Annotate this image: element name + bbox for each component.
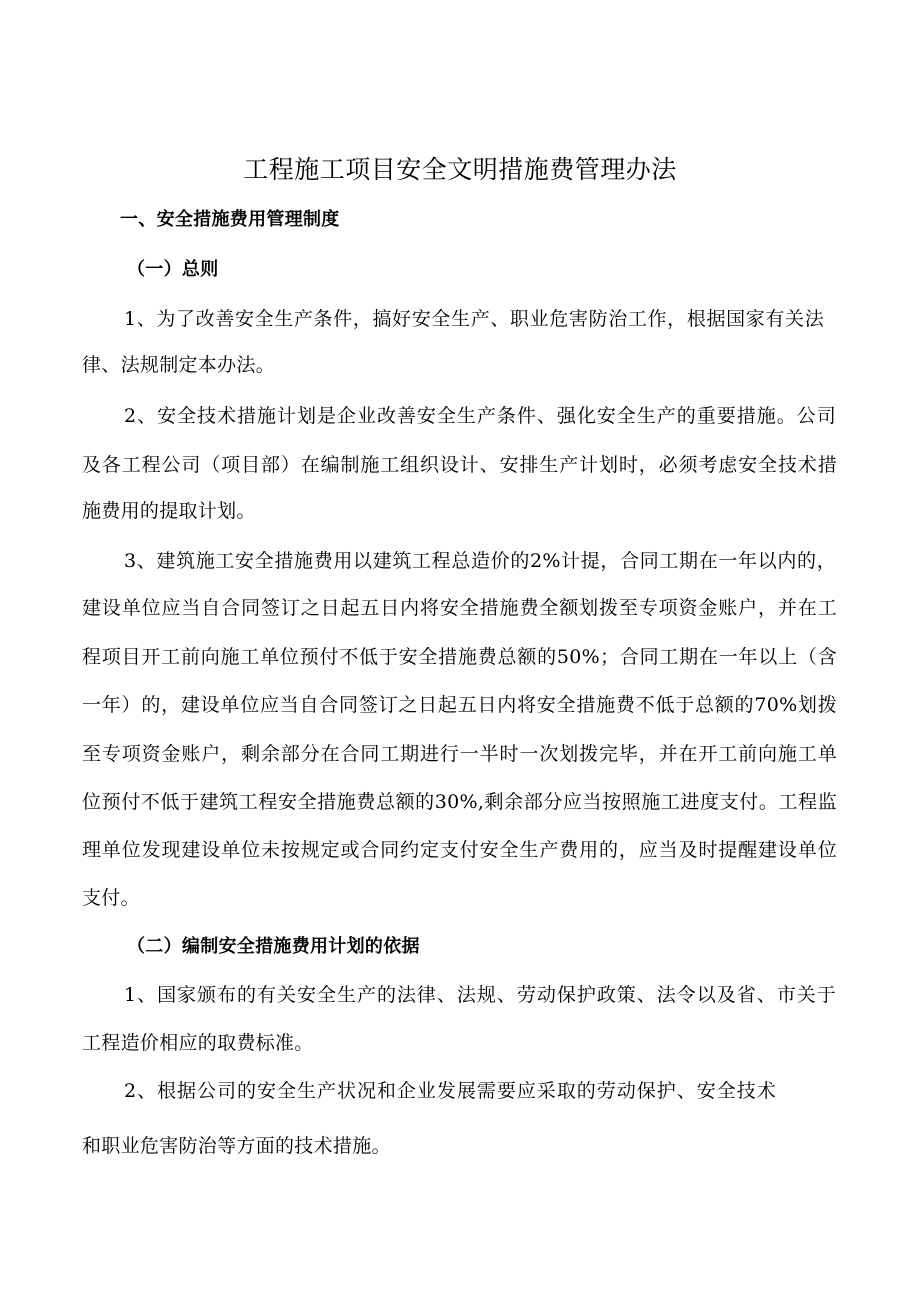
paragraph-line: 程项目开工前向施工单位预付不低于安全措施费总额的50%；合同工期在一年以上（含: [82, 646, 837, 668]
section-heading: 一、安全措施费用管理制度: [120, 209, 340, 230]
paragraph-line: 至专项资金账户，剩余部分在合同工期进行一半时一次划拨完毕，并在开工前向施工单: [82, 743, 837, 765]
paragraph-line: 1、为了改善安全生产条件，搞好安全生产、职业危害防治工作，根据国家有关法: [124, 308, 824, 330]
paragraph-line: 及各工程公司（项目部）在编制施工组织设计、安排生产计划时，必须考虑安全技术措: [82, 454, 837, 476]
document-title: 工程施工项目安全文明措施费管理办法: [243, 155, 677, 184]
paragraph-line: 位预付不低于建筑工程安全措施费总额的30%,剩余部分应当按照施工进度支付。工程监: [82, 791, 837, 813]
paragraph-line: 建设单位应当自合同签订之日起五日内将安全措施费全额划拨至专项资金账户，并在工: [82, 597, 837, 619]
paragraph-line: 施费用的提取计划。: [82, 500, 256, 522]
paragraph-line: 2、安全技术措施计划是企业改善安全生产条件、强化安全生产的重要措施。公司: [124, 405, 836, 427]
paragraph-line: 工程造价相应的取费标准。: [82, 1032, 314, 1054]
paragraph-line: 3、建筑施工安全措施费用以建筑工程总造价的2%计提，合同工期在一年以内的，: [124, 550, 836, 572]
paragraph-line: 支付。: [82, 887, 140, 909]
paragraph-line: 1、国家颁布的有关安全生产的法律、法规、劳动保护政策、法令以及省、市关于: [124, 984, 836, 1006]
paragraph-line: 一年）的，建设单位应当自合同签订之日起五日内将安全措施费不低于总额的70%划拨: [82, 694, 837, 716]
subsection-heading-general: （一）总则: [127, 259, 219, 280]
paragraph-line: 和职业危害防治等方面的技术措施。: [82, 1135, 391, 1157]
paragraph-line: 理单位发现建设单位未按规定或合同约定支付安全生产费用的，应当及时提醒建设单位: [82, 839, 837, 861]
subsection-heading-basis: （二）编制安全措施费用计划的依据: [127, 936, 420, 957]
paragraph-line: 律、法规制定本办法。: [82, 354, 276, 376]
paragraph-line: 2、根据公司的安全生产状况和企业发展需要应采取的劳动保护、安全技术: [124, 1080, 776, 1102]
